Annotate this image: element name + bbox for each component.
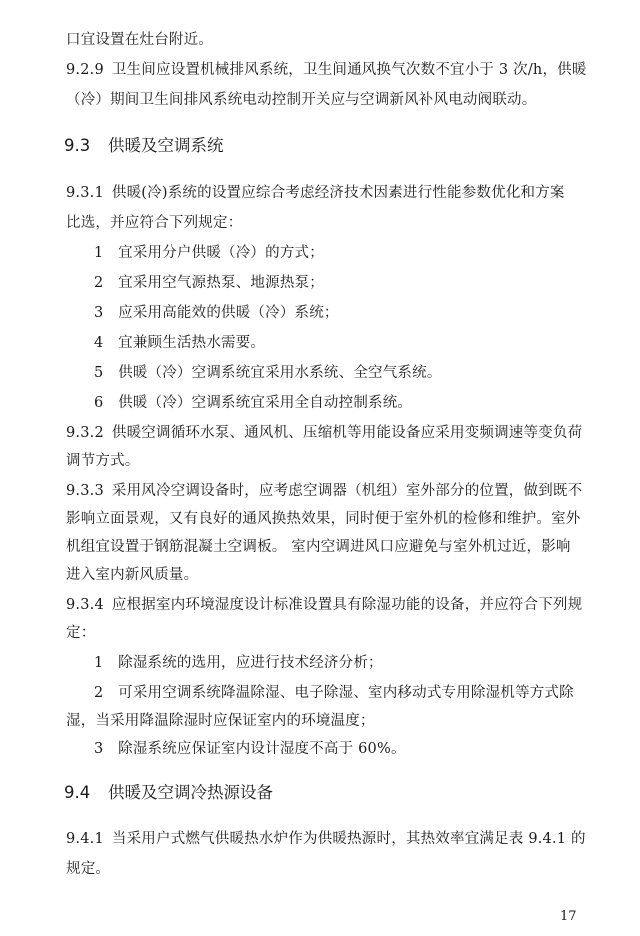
text-line: 调节方式。	[66, 453, 140, 469]
text-line: 比选，并应符合下列规定：	[66, 215, 243, 231]
text-line: 机组宜设置于钢筋混凝土空调板。 室内空调进风口应避免与室外机过近，影响	[66, 539, 571, 555]
section-heading-9-4	[64, 782, 273, 804]
clause-text: 当采用户式燃气供暖热水炉作为供暖热源时，其热效率宜满足表 9.4.1 的	[111, 831, 586, 847]
text-line: 进入室内新风质量。	[66, 567, 199, 583]
section-title: 供暖及空调冷热源设备	[108, 783, 273, 802]
clause-number: 9.3.1	[66, 185, 104, 201]
list-item: 3 除湿系统应保证室内设计湿度不高于 60%。	[94, 741, 406, 757]
text-line: （冷）期间卫生间排风系统电动控制开关应与空调新风补风电动阀联动。	[66, 92, 537, 108]
clause-text: 应根据室内环境湿度设计标准设置具有除湿功能的设备，并应符合下列规	[111, 597, 583, 613]
list-item: 6 供暖（冷）空调系统宜采用全自动控制系统。	[94, 395, 413, 411]
clause-number: 9.4.1	[66, 831, 104, 847]
clause-9-3-2	[66, 423, 586, 443]
section-heading-9-3	[64, 135, 224, 157]
list-item: 1 宜采用分户供暖（冷）的方式；	[94, 245, 324, 261]
list-item: 1 除湿系统的选用，应进行技术经济分析；	[94, 655, 383, 671]
page-number: 17	[560, 909, 577, 924]
text-line: 口宜设置在灶台附近。	[66, 32, 213, 48]
clause-9-3-4	[66, 595, 586, 615]
list-item: 2 宜采用空气源热泵、地源热泵；	[94, 275, 324, 291]
section-number: 9.4	[64, 783, 91, 802]
text-line: 定：	[66, 625, 96, 641]
clause-text: 采用风冷空调设备时，应考虑空调器（机组）室外部分的位置，做到既不	[111, 483, 583, 499]
section-number: 9.3	[64, 136, 91, 155]
list-item: 2 可采用空调系统降温除湿、电子除湿、室内移动式专用除湿机等方式除	[94, 685, 574, 701]
clause-9-2-9	[66, 60, 586, 80]
clause-text: 卫生间应设置机械排风系统，卫生间通风换气次数不宜小于 3 次/h，供暖	[111, 62, 587, 78]
text-line: 湿，当采用降温除湿时应保证室内的环境温度；	[66, 713, 375, 729]
list-item: 4 宜兼顾生活热水需要。	[94, 335, 266, 351]
text-line: 规定。	[66, 861, 111, 877]
clause-number: 9.3.2	[66, 425, 104, 441]
clause-number: 9.3.4	[66, 597, 104, 613]
clause-number: 9.2.9	[66, 62, 104, 78]
clause-text: 供暖空调循环水泵、通风机、压缩机等用能设备应采用变频调速等变负荷	[111, 425, 583, 441]
list-item: 5 供暖（冷）空调系统宜采用水系统、全空气系统。	[94, 365, 442, 381]
clause-9-3-1	[66, 183, 586, 203]
list-item: 3 应采用高能效的供暖（冷）系统；	[94, 305, 339, 321]
text-line: 影响立面景观，又有良好的通风换热效果，同时便于室外机的检修和维护。室外	[66, 511, 581, 527]
clause-text: 供暖(冷)系统的设置应综合考虑经济技术因素进行性能参数优化和方案	[111, 185, 565, 201]
section-title: 供暖及空调系统	[108, 136, 224, 155]
clause-9-4-1	[66, 829, 586, 849]
clause-number: 9.3.3	[66, 483, 104, 499]
clause-9-3-3	[66, 481, 586, 501]
